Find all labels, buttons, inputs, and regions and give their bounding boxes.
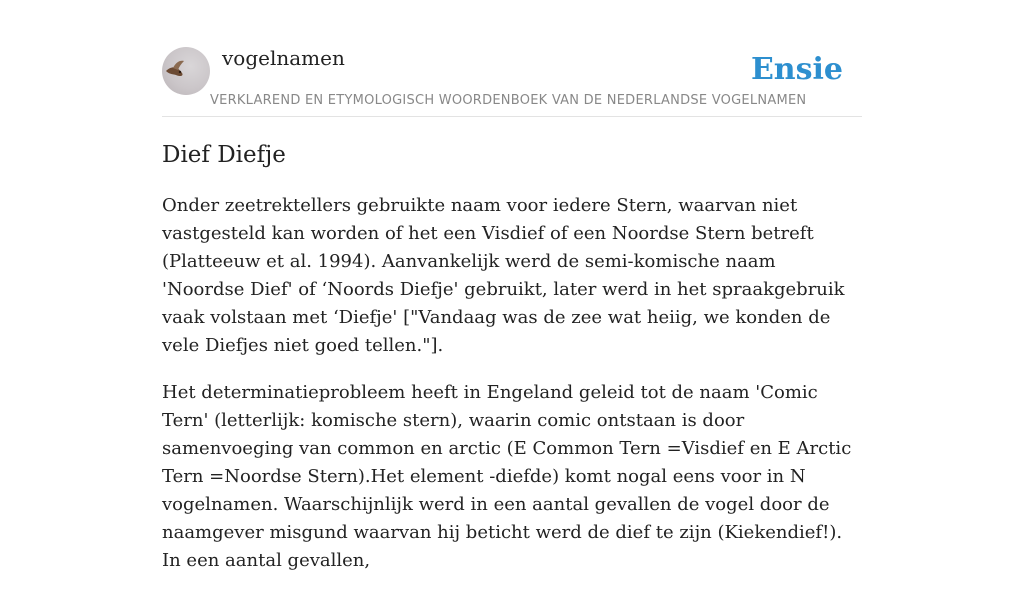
bird-photo-icon [162, 47, 210, 95]
site-name[interactable]: vogelnamen [222, 46, 345, 70]
ensie-logo-link[interactable]: Ensie [750, 52, 843, 87]
avatar[interactable] [162, 47, 210, 95]
site-tagline: VERKLAREND EN ETYMOLOGISCH WOORDENBOEK VAN DE NEDERLANDSE VOGELNAMEN [210, 93, 807, 108]
page-title: Dief Diefje [162, 142, 286, 168]
site-header [162, 46, 862, 117]
entry-paragraph-2: Het determinatieprobleem heeft in Engeland geleid tot de naam 'Comic Tern' (letterlijk: komische stern), waarin comic ontstaan is door samenvoeging van common en arctic (E Common Tern =Visdief en E Arctic Tern =Noordse Stern).Het element -diefde) komt nogal eens voor in N vogelnamen. Waarschijnlijk werd in een aantal gevallen de vogel door de naamgever misgund waarvan hij beticht werd de dief te zijn (Kiekendief!). In een aantal gevallen, [162, 382, 852, 571]
entry-paragraph-1: Onder zeetrektellers gebruikte naam voor iedere Stern, waarvan niet vastgesteld kan worden of het een Visdief of een Noordse Stern betreft (Platteeuw et al. 1994). Aanvankelijk werd de semi-komische naam 'Noordse Dief' of ‘Noords Diefje' gebruikt, later werd in het spraakgebruik vaak volstaan met ‘Diefje' ["Vandaag was de zee wat heiig, we konden de vele Diefjes niet goed tellen."]. [162, 195, 845, 356]
entry-body [162, 192, 862, 594]
